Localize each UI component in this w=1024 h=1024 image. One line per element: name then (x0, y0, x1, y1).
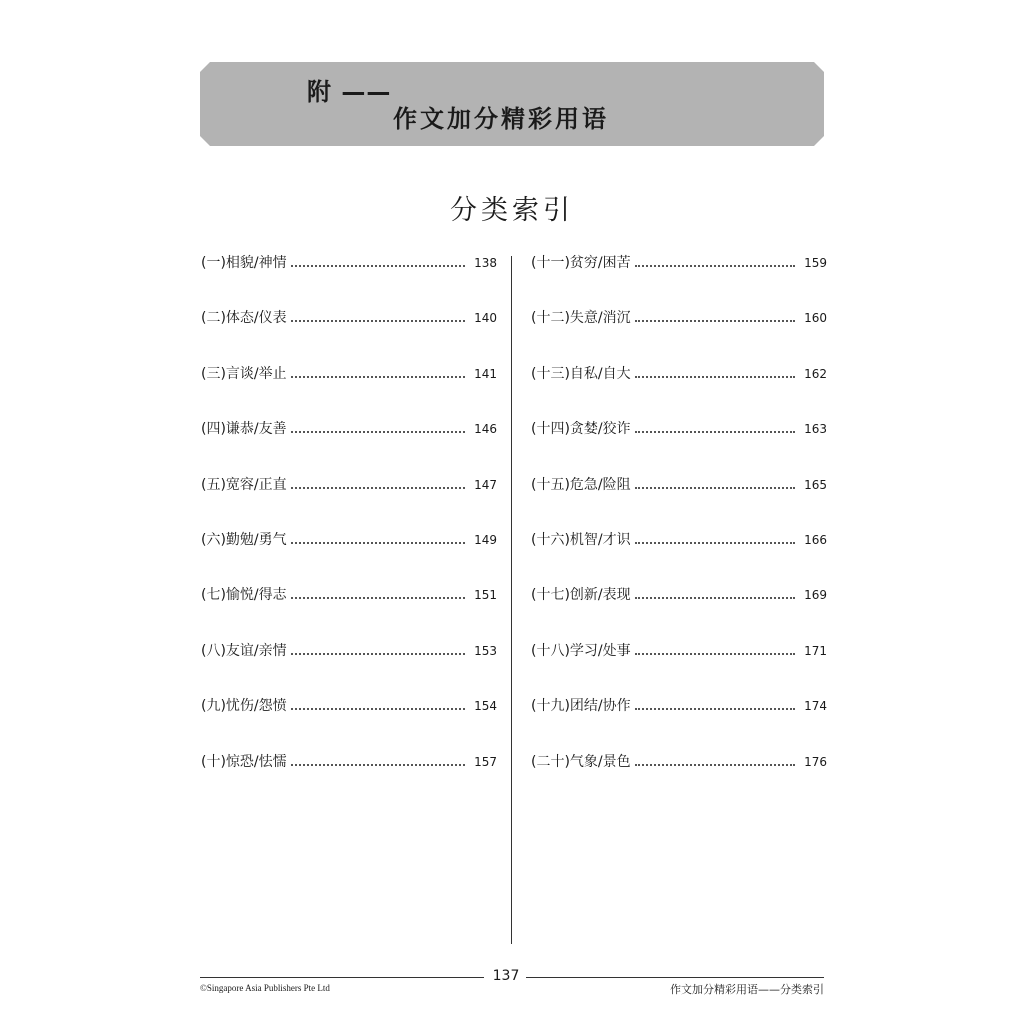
index-entry (201, 640, 497, 695)
footer-running-title: 作文加分精彩用语——分类索引 (670, 983, 824, 996)
entry-page: 147 (474, 477, 497, 492)
dot-leader (291, 431, 465, 433)
entry-page: 140 (474, 311, 497, 326)
entry-label: (五)宽容/正直 (201, 476, 287, 493)
index-entry (201, 584, 497, 639)
index-entry (201, 695, 497, 750)
entry-page: 149 (474, 532, 497, 547)
entry-page: 154 (474, 699, 497, 714)
index-entry (201, 307, 497, 362)
entry-page: 163 (804, 422, 827, 437)
entry-label: (六)勤勉/勇气 (201, 531, 287, 548)
index-entry (531, 695, 827, 750)
dot-leader (291, 597, 465, 599)
index-entry (531, 751, 827, 806)
dot-leader (635, 764, 795, 766)
index-entry (201, 252, 497, 307)
entry-label: (十一)贫穷/困苦 (531, 255, 631, 271)
dot-leader (291, 487, 465, 489)
entry-label: (七)愉悦/得志 (201, 587, 287, 604)
dot-leader (635, 597, 795, 599)
dot-leader (635, 376, 795, 378)
index-entry (531, 418, 827, 473)
dot-leader (291, 376, 465, 378)
index-column-left (201, 252, 497, 806)
dot-leader (291, 542, 465, 544)
index-entry (531, 640, 827, 695)
footer-rule-left (200, 977, 484, 978)
entry-label: (二)体态/仪表 (201, 310, 287, 327)
dot-leader (291, 320, 465, 322)
dot-leader (635, 542, 795, 544)
dot-leader (291, 265, 465, 267)
entry-page: 165 (804, 477, 827, 492)
entry-page: 160 (804, 311, 827, 326)
index-entry (201, 474, 497, 529)
index-entry (201, 418, 497, 473)
index-title: 分类索引 (450, 195, 574, 226)
dot-leader (635, 320, 795, 322)
index-entry (531, 529, 827, 584)
dot-leader (291, 708, 465, 710)
entry-label: (十六)机智/才识 (531, 531, 631, 548)
copyright-text: ©Singapore Asia Publishers Pte Ltd (200, 983, 330, 993)
entry-label: (十)惊恐/怯懦 (201, 753, 287, 770)
entry-label: (八)友谊/亲情 (201, 642, 287, 659)
footer-rule-right (526, 977, 824, 978)
entry-label: (十五)危急/险阻 (531, 476, 631, 493)
entry-page: 153 (474, 643, 497, 658)
entry-page: 138 (474, 256, 497, 270)
entry-page: 141 (474, 366, 497, 381)
index-entry (201, 751, 497, 806)
entry-page: 146 (474, 422, 497, 437)
dot-leader (635, 708, 795, 710)
header-title: 作文加分精彩用语 (393, 105, 609, 133)
entry-label: (二十)气象/景色 (531, 753, 631, 770)
entry-page: 166 (804, 532, 827, 547)
entry-page: 162 (804, 366, 827, 381)
dot-leader (635, 265, 795, 267)
entry-page: 171 (804, 643, 827, 658)
entry-label: (三)言谈/举止 (201, 365, 287, 382)
dot-leader (635, 653, 795, 655)
entry-label: (十四)贪婪/狡诈 (531, 421, 631, 438)
entry-page: 159 (804, 256, 827, 270)
index-entry (201, 363, 497, 418)
entry-label: (十二)失意/消沉 (531, 310, 631, 327)
header-prefix: 附 —— (307, 78, 392, 106)
entry-page: 176 (804, 754, 827, 769)
index-entry (531, 307, 827, 362)
index-entry (531, 252, 827, 307)
entry-label: (十八)学习/处事 (531, 642, 631, 659)
page-number: 137 (492, 968, 520, 984)
entry-page: 174 (804, 699, 827, 714)
entry-label: (十七)创新/表现 (531, 587, 631, 604)
dot-leader (291, 764, 465, 766)
entry-page: 157 (474, 754, 497, 769)
entry-page: 151 (474, 588, 497, 603)
dot-leader (635, 431, 795, 433)
index-column-right (531, 252, 827, 806)
index-entry (201, 529, 497, 584)
dot-leader (635, 487, 795, 489)
entry-label: (十三)自私/自大 (531, 365, 631, 382)
entry-page: 169 (804, 588, 827, 603)
entry-label: (九)忧伤/怨愤 (201, 698, 287, 715)
entry-label: (十九)团结/协作 (531, 698, 631, 715)
column-divider (511, 256, 512, 944)
dot-leader (291, 653, 465, 655)
index-entry (531, 363, 827, 418)
entry-label: (一)相貌/神情 (201, 255, 287, 271)
index-entry (531, 474, 827, 529)
index-entry (531, 584, 827, 639)
entry-label: (四)谦恭/友善 (201, 421, 287, 438)
